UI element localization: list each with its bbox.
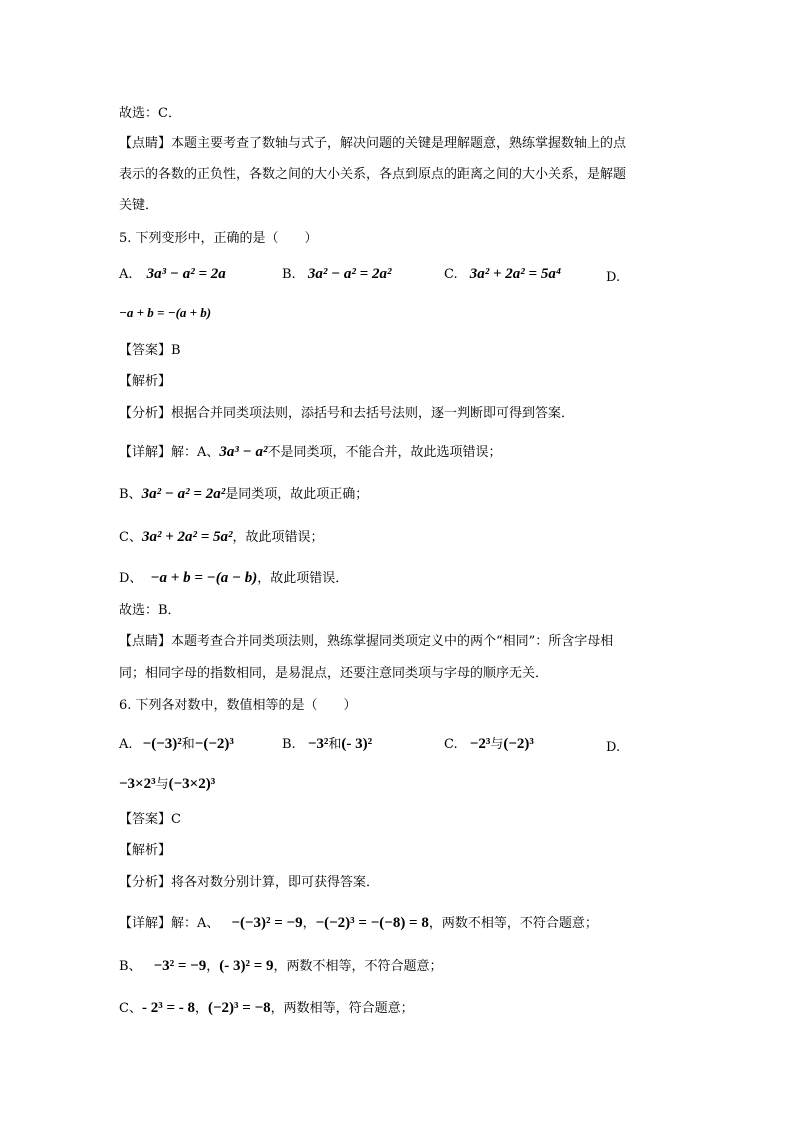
q6-stem: 6. 下列各对数中，数值相等的是（ ） bbox=[119, 698, 357, 713]
detail-math: - 2³ = - 8 bbox=[141, 1000, 195, 1016]
q6-detail-c bbox=[119, 1000, 414, 1017]
detail-prefix: C、 bbox=[119, 1001, 142, 1016]
option-math: 3a³ − a² = 2a bbox=[146, 266, 226, 282]
detail-prefix: D、 bbox=[119, 571, 143, 586]
detail-separator: ， bbox=[195, 1001, 209, 1016]
q5-comment-line-1: 【点睛】本题考查合并同类项法则，熟练掌握同类项定义中的两个“相同”：所含字母相 bbox=[119, 634, 614, 649]
detail-prefix: B、 bbox=[119, 959, 142, 974]
option-math: −2³ bbox=[469, 736, 491, 752]
detail-text: ，两数相等，符合题意； bbox=[270, 1001, 414, 1016]
q5-detail-d bbox=[119, 570, 348, 587]
detail-prefix: B、 bbox=[119, 487, 142, 502]
option-letter: A. bbox=[119, 737, 133, 752]
option-math: (- 3)² bbox=[341, 736, 373, 752]
q5-option-d-math: −a + b = −(a + b) bbox=[119, 305, 212, 320]
prev-choice: 故选：C． bbox=[119, 106, 181, 121]
detail-math: −(−3)² = −9 bbox=[231, 915, 303, 931]
option-math: (−3×2)³ bbox=[168, 776, 216, 792]
detail-text: ，两数不相等，不符合题意； bbox=[273, 959, 443, 974]
option-connector: 和 bbox=[328, 737, 342, 752]
detail-math: (−2)³ = −8 bbox=[208, 1000, 271, 1016]
option-math: −(−3)² bbox=[142, 736, 182, 752]
q5-option-b bbox=[282, 266, 391, 283]
option-math: 3a² + 2a² = 5a⁴ bbox=[469, 266, 562, 282]
q5-detail-a bbox=[119, 444, 502, 461]
q5-option-c bbox=[444, 266, 561, 283]
detail-prefix: C、 bbox=[119, 530, 142, 545]
detail-text: 不是同类项，不能合并，故此选项错误； bbox=[267, 445, 502, 460]
q6-option-a bbox=[119, 736, 234, 753]
detail-math: −3² = −9 bbox=[153, 958, 207, 974]
prev-comment-line-1 bbox=[119, 136, 626, 152]
option-letter: C. bbox=[444, 737, 458, 752]
q6-option-c bbox=[444, 736, 534, 753]
q6-detail-a bbox=[119, 915, 598, 932]
comment-label: 【点睛】 bbox=[119, 136, 172, 151]
option-math: −(−2)³ bbox=[194, 736, 234, 752]
q5-detail-c bbox=[119, 529, 324, 546]
detail-prefix: 【详解】解：A、 bbox=[119, 916, 220, 931]
q5-answer: 【答案】B bbox=[119, 343, 181, 358]
option-math: −3×2³ bbox=[119, 776, 156, 792]
detail-math: 3a² − a² = 2a² bbox=[141, 486, 226, 502]
q5-option-a bbox=[119, 266, 226, 283]
detail-text: 是同类项，故此项正确； bbox=[225, 487, 369, 502]
q5-stem: 5. 下列变形中，正确的是（ ） bbox=[119, 231, 318, 246]
q5-choice: 故选：B． bbox=[119, 603, 181, 618]
q6-option-b bbox=[282, 736, 372, 753]
detail-separator: ， bbox=[302, 916, 316, 931]
q5-detail-b bbox=[119, 486, 368, 503]
prev-comment-line-2: 表示的各数的正负性，各数之间的大小关系，各点到原点的距离之间的大小关系，是解题 bbox=[119, 167, 627, 182]
option-connector: 与 bbox=[155, 777, 169, 792]
detail-math: −a + b = −(a − b) bbox=[150, 570, 258, 586]
detail-math: 3a² + 2a² = 5a² bbox=[141, 529, 233, 545]
option-math: −3² bbox=[307, 736, 329, 752]
option-letter: B. bbox=[282, 267, 296, 282]
q6-answer: 【答案】C bbox=[119, 812, 181, 827]
detail-math: −(−2)³ = −(−8) = 8 bbox=[315, 915, 429, 931]
q5-option-d-letter: D. bbox=[606, 270, 621, 285]
option-letter: A. bbox=[119, 267, 133, 282]
q5-analysis-heading: 【解析】 bbox=[119, 374, 172, 389]
comment-text: 本题主要考查了数轴与式子，解决问题的关键是理解题意，熟练掌握数轴上的点 bbox=[171, 136, 627, 151]
detail-math: 3a³ − a² bbox=[219, 444, 268, 460]
detail-text: ，故此项错误； bbox=[232, 530, 324, 545]
detail-prefix: 【详解】解：A、 bbox=[119, 445, 220, 460]
detail-text: ，故此项错误． bbox=[257, 571, 349, 586]
option-math: 3a² − a² = 2a² bbox=[307, 266, 392, 282]
prev-comment-line-3: 关键． bbox=[119, 198, 159, 213]
q5-fenxi: 【分析】根据合并同类项法则，添括号和去括号法则，逐一判断即可得到答案． bbox=[119, 406, 575, 421]
option-letter: B. bbox=[282, 737, 296, 752]
option-math: (−2)³ bbox=[503, 736, 534, 752]
detail-separator: ， bbox=[206, 959, 220, 974]
q5-comment-line-2: 同；相同字母的指数相同，是易混点，还要注意同类项与字母的顺序无关． bbox=[119, 666, 549, 681]
q6-option-d-letter: D. bbox=[606, 740, 621, 755]
detail-math: (- 3)² = 9 bbox=[219, 958, 274, 974]
option-letter: C. bbox=[444, 267, 458, 282]
q6-fenxi: 【分析】将各对数分别计算，即可获得答案． bbox=[119, 875, 380, 890]
detail-text: ，两数不相等，不符合题意； bbox=[428, 916, 598, 931]
option-connector: 和 bbox=[181, 737, 195, 752]
q6-analysis-heading: 【解析】 bbox=[119, 843, 172, 858]
q6-detail-b bbox=[119, 958, 443, 975]
option-connector: 与 bbox=[490, 737, 504, 752]
q6-option-d bbox=[119, 776, 215, 793]
